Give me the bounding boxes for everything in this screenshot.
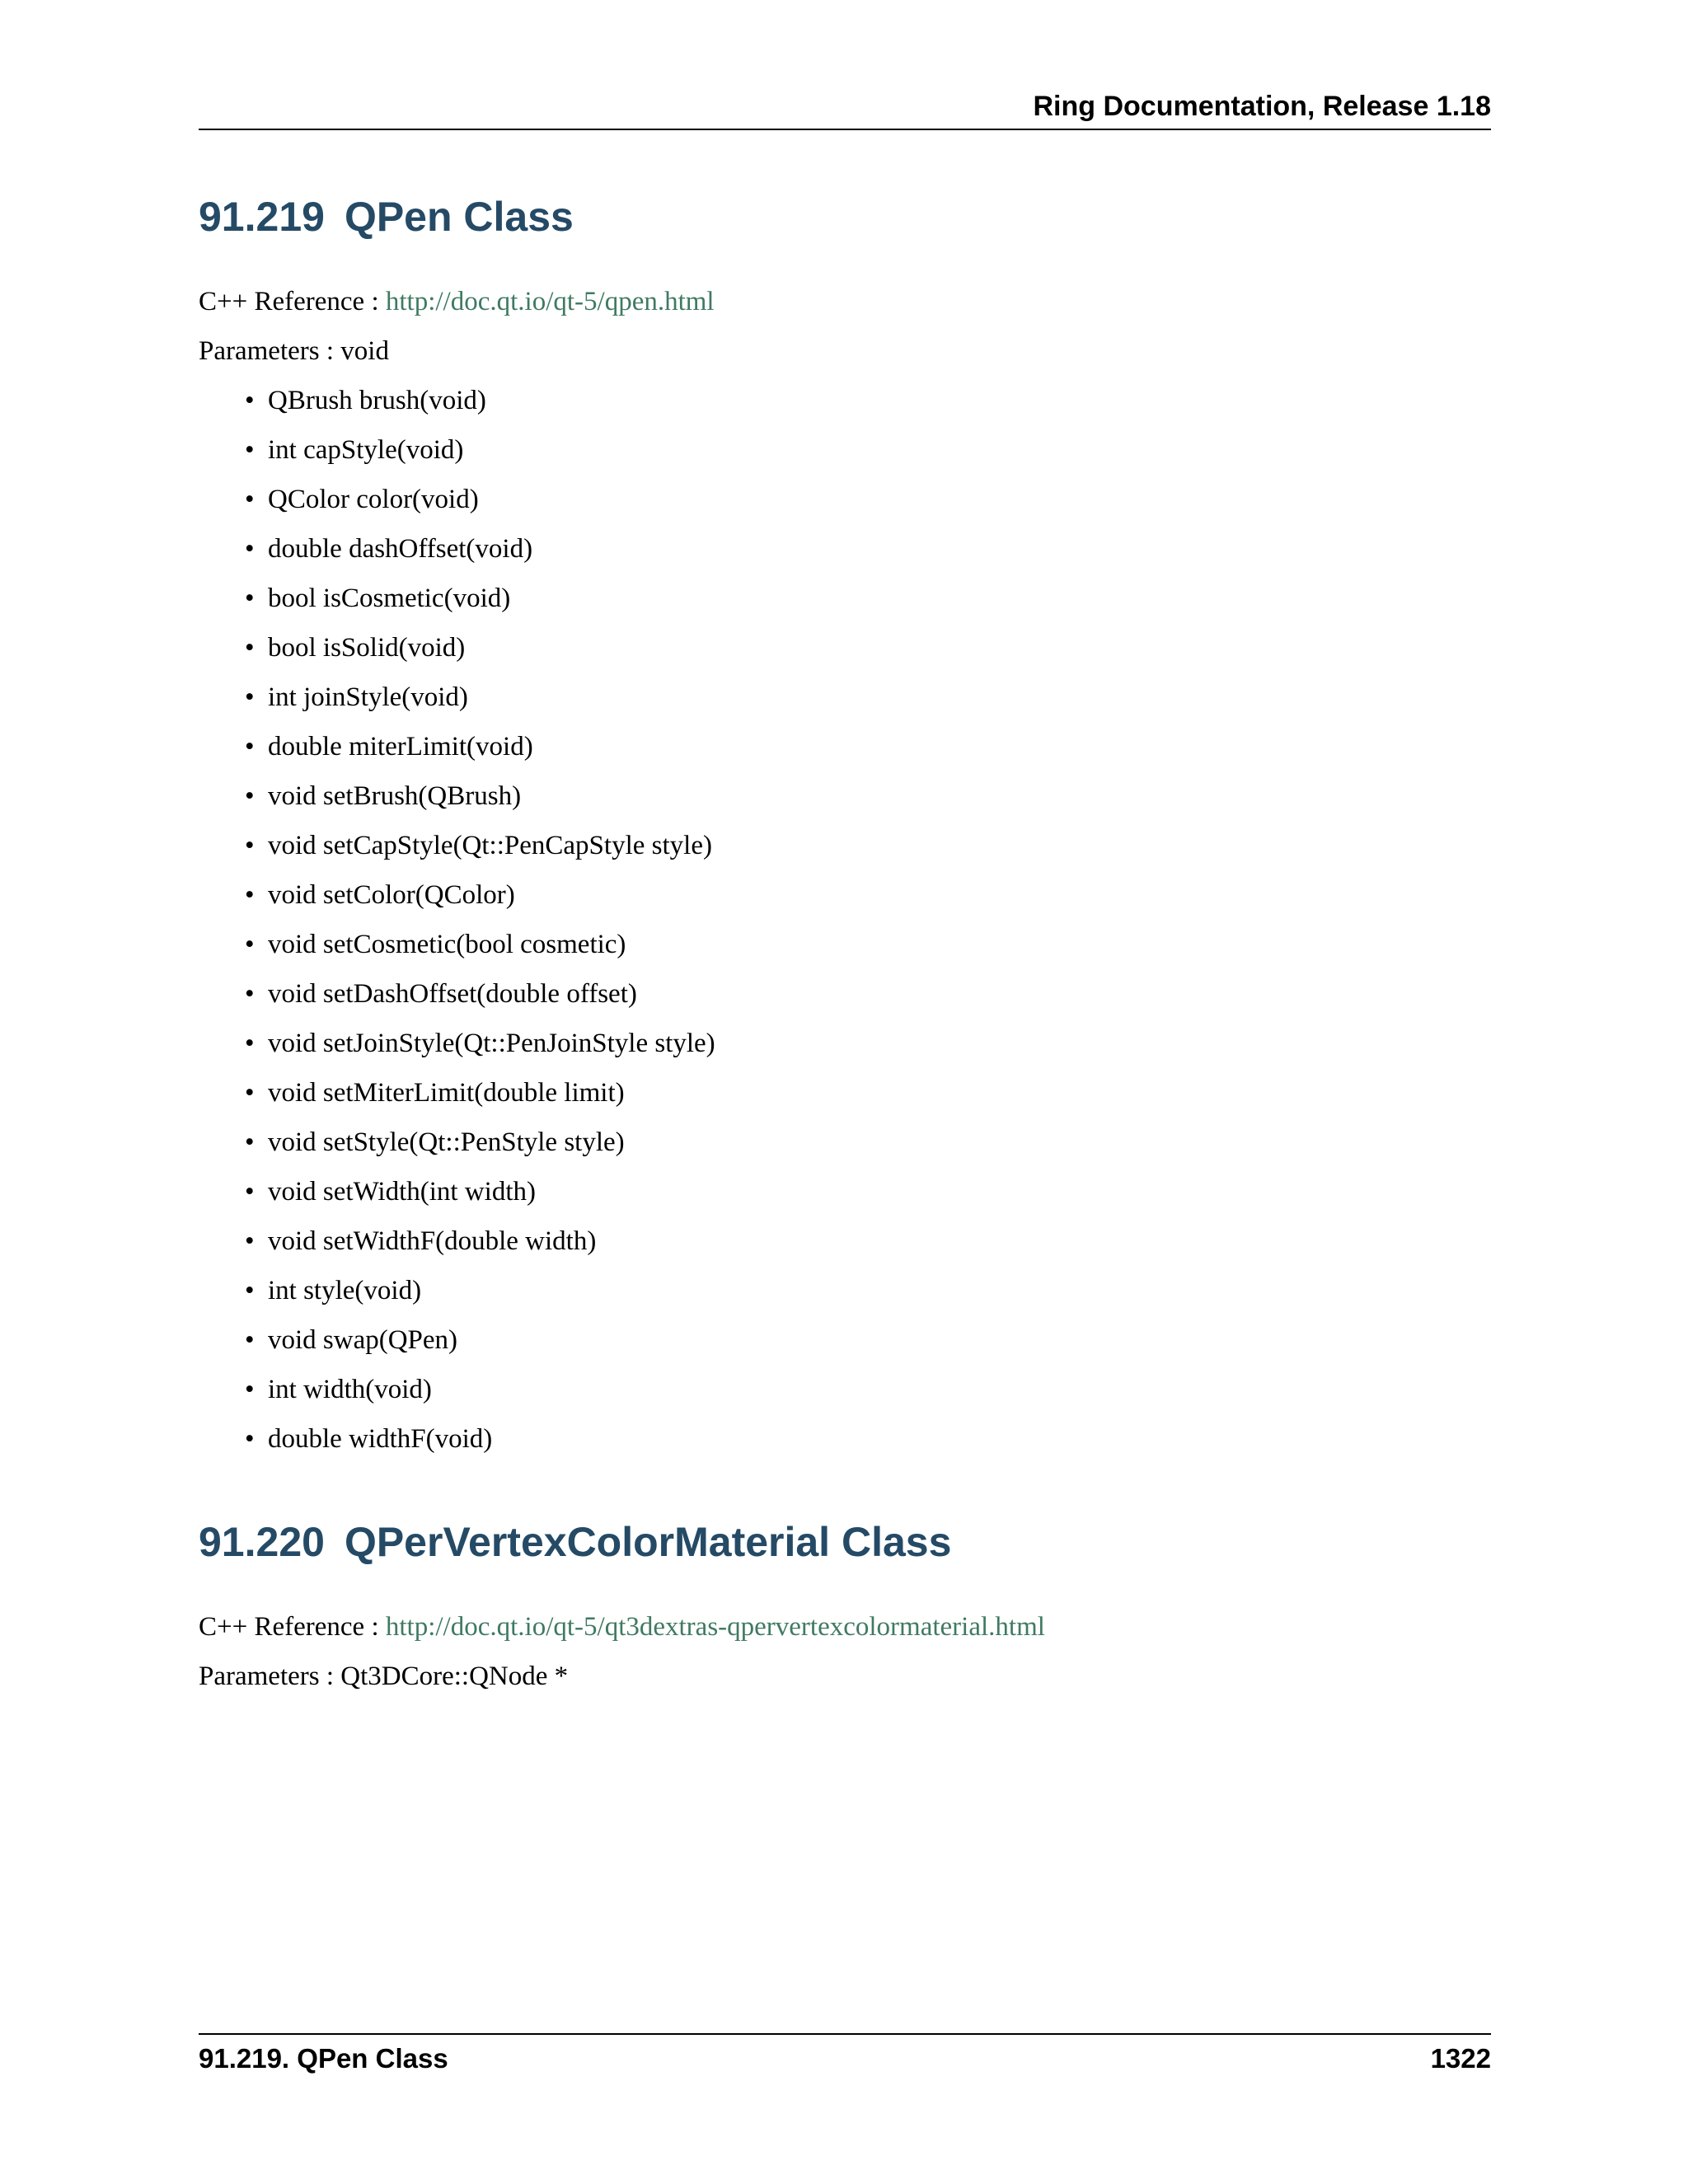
list-item bbox=[199, 1129, 1491, 1179]
bullet-icon: • bbox=[245, 979, 255, 1009]
parameters-value: void bbox=[340, 336, 389, 366]
method-signature: int joinStyle(void) bbox=[268, 682, 468, 712]
list-item bbox=[199, 1376, 1491, 1426]
list-item bbox=[199, 1426, 1491, 1475]
section-number: 91.220 bbox=[199, 1519, 325, 1565]
list-item bbox=[199, 536, 1491, 585]
reference-link[interactable]: http://doc.qt.io/qt-5/qpen.html bbox=[385, 287, 715, 316]
footer-section-title: 91.219. QPen Class bbox=[199, 2043, 448, 2074]
parameters-line bbox=[199, 338, 1491, 365]
method-signature: bool isCosmetic(void) bbox=[268, 583, 511, 613]
method-signature: int capStyle(void) bbox=[268, 435, 464, 465]
page-footer bbox=[199, 2033, 1491, 2074]
bullet-icon: • bbox=[245, 1127, 255, 1157]
method-signature: void setWidth(int width) bbox=[268, 1177, 536, 1207]
reference-line bbox=[199, 288, 1491, 316]
section-name: QPerVertexColorMaterial Class bbox=[344, 1519, 952, 1565]
list-item bbox=[199, 585, 1491, 635]
bullet-icon: • bbox=[245, 386, 255, 415]
method-signature: void setMiterLimit(double limit) bbox=[268, 1078, 625, 1108]
list-item bbox=[199, 733, 1491, 783]
method-signature: double dashOffset(void) bbox=[268, 534, 533, 564]
section-name: QPen Class bbox=[344, 194, 574, 240]
method-list-container bbox=[199, 387, 1491, 1475]
method-signature: void setColor(QColor) bbox=[268, 880, 515, 910]
method-signature: void setJoinStyle(Qt::PenJoinStyle style) bbox=[268, 1029, 715, 1058]
list-item bbox=[199, 882, 1491, 931]
list-item bbox=[199, 437, 1491, 486]
method-signature: void setDashOffset(double offset) bbox=[268, 979, 637, 1009]
section-number: 91.219 bbox=[199, 194, 325, 240]
bullet-icon: • bbox=[245, 1424, 255, 1454]
list-item bbox=[199, 1228, 1491, 1277]
bullet-icon: • bbox=[245, 1325, 255, 1355]
list-item bbox=[199, 684, 1491, 733]
list-item bbox=[199, 1030, 1491, 1080]
method-list bbox=[199, 387, 1491, 1475]
bullet-icon: • bbox=[245, 781, 255, 811]
method-signature: QBrush brush(void) bbox=[268, 386, 486, 415]
list-item bbox=[199, 1277, 1491, 1327]
bullet-icon: • bbox=[245, 1029, 255, 1058]
bullet-icon: • bbox=[245, 1375, 255, 1404]
header-title: Ring Documentation, Release 1.18 bbox=[1033, 91, 1491, 122]
bullet-icon: • bbox=[245, 583, 255, 613]
bullet-icon: • bbox=[245, 485, 255, 514]
list-item bbox=[199, 635, 1491, 684]
section-qpen bbox=[199, 194, 1491, 240]
reference-label: C++ Reference : bbox=[199, 287, 386, 316]
list-item bbox=[199, 387, 1491, 437]
bullet-icon: • bbox=[245, 732, 255, 762]
bullet-icon: • bbox=[245, 633, 255, 663]
list-item bbox=[199, 783, 1491, 832]
list-item bbox=[199, 931, 1491, 981]
method-signature: double miterLimit(void) bbox=[268, 732, 533, 762]
method-signature: void setWidthF(double width) bbox=[268, 1226, 597, 1256]
method-signature: bool isSolid(void) bbox=[268, 633, 466, 663]
bullet-icon: • bbox=[245, 930, 255, 959]
list-item bbox=[199, 981, 1491, 1030]
list-item bbox=[199, 1179, 1491, 1228]
method-signature: void setCosmetic(bool cosmetic) bbox=[268, 930, 626, 959]
method-signature: void setStyle(Qt::PenStyle style) bbox=[268, 1127, 625, 1157]
method-signature: int width(void) bbox=[268, 1375, 432, 1404]
list-item bbox=[199, 486, 1491, 536]
parameters-label: Parameters : bbox=[199, 1661, 341, 1691]
reference-label: C++ Reference : bbox=[199, 1612, 386, 1642]
section-qpervertexcolormaterial bbox=[199, 1521, 1491, 1563]
section-title bbox=[199, 1521, 1491, 1563]
list-item bbox=[199, 1327, 1491, 1376]
page-number: 1322 bbox=[1430, 2043, 1491, 2074]
bullet-icon: • bbox=[245, 831, 255, 860]
bullet-icon: • bbox=[245, 682, 255, 712]
bullet-icon: • bbox=[245, 880, 255, 910]
parameters-line bbox=[199, 1663, 1491, 1690]
section-title bbox=[199, 194, 1491, 240]
bullet-icon: • bbox=[245, 1226, 255, 1256]
method-signature: void setCapStyle(Qt::PenCapStyle style) bbox=[268, 831, 712, 860]
parameters-label: Parameters : bbox=[199, 336, 341, 366]
method-signature: void swap(QPen) bbox=[268, 1325, 458, 1355]
method-signature: int style(void) bbox=[268, 1276, 422, 1305]
parameters-value: Qt3DCore::QNode * bbox=[340, 1661, 569, 1691]
method-signature: double widthF(void) bbox=[268, 1424, 493, 1454]
bullet-icon: • bbox=[245, 534, 255, 564]
page-header bbox=[199, 89, 1491, 130]
list-item bbox=[199, 1080, 1491, 1129]
bullet-icon: • bbox=[245, 435, 255, 465]
list-item bbox=[199, 832, 1491, 882]
bullet-icon: • bbox=[245, 1078, 255, 1108]
method-signature: QColor color(void) bbox=[268, 485, 479, 514]
bullet-icon: • bbox=[245, 1276, 255, 1305]
reference-line bbox=[199, 1614, 1491, 1641]
reference-link[interactable]: http://doc.qt.io/qt-5/qt3dextras-qpervertexcolormaterial.html bbox=[385, 1612, 1045, 1642]
method-signature: void setBrush(QBrush) bbox=[268, 781, 522, 811]
bullet-icon: • bbox=[245, 1177, 255, 1207]
